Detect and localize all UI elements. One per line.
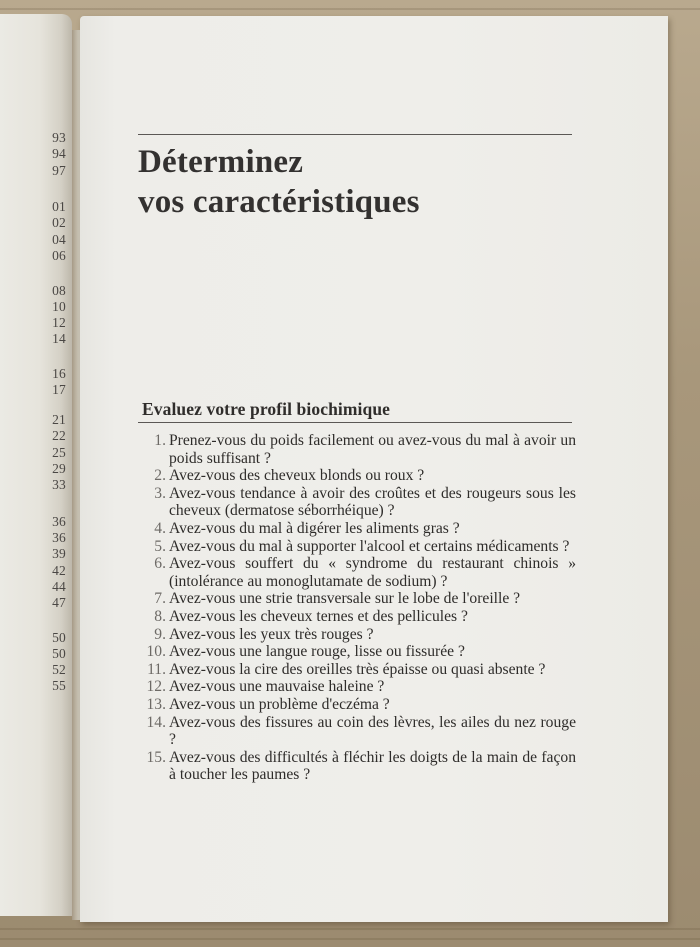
toc-page-number: 52	[52, 662, 66, 677]
question-text: Avez-vous du mal à supporter l'alcool et certains médicaments ?	[169, 537, 570, 555]
question-item	[142, 696, 576, 714]
toc-page-number: 01	[52, 199, 66, 214]
question-number: 13.	[146, 695, 166, 713]
question-number: 11.	[147, 660, 166, 678]
toc-page-number: 21	[52, 412, 66, 427]
previous-page	[0, 14, 72, 916]
question-text: Avez-vous une strie transversale sur le lobe de l'oreille ?	[169, 590, 521, 608]
question-number: 1.	[154, 432, 166, 449]
question-item	[142, 555, 576, 590]
question-text: Avez-vous tendance à avoir des croûtes et des rougeurs sous les cheveux (dermatose séborrhéique) ?	[169, 484, 576, 520]
toc-page-number: 08	[52, 283, 66, 298]
question-number: 5.	[154, 537, 166, 555]
toc-page-number: 33	[52, 477, 66, 492]
question-number: 7.	[154, 590, 166, 608]
toc-page-number: 94	[52, 146, 66, 161]
toc-page-number: 47	[52, 595, 66, 610]
question-text: Avez-vous les yeux très rouges ?	[169, 625, 374, 643]
section-rule	[138, 422, 572, 423]
question-number: 9.	[154, 625, 166, 643]
question-item	[142, 608, 576, 626]
question-text: Avez-vous souffert du « syndrome du restaurant chinois » (intolérance au monoglutamate de sodium) ?	[169, 555, 576, 590]
question-item	[142, 432, 576, 467]
chapter-rule	[138, 134, 572, 135]
book-page	[80, 16, 668, 922]
question-text: Avez-vous une mauvaise haleine ?	[169, 678, 385, 696]
question-number: 8.	[154, 607, 166, 625]
toc-page-number: 06	[52, 248, 66, 263]
question-number: 2.	[154, 467, 166, 485]
question-item	[142, 520, 576, 538]
question-item	[142, 643, 576, 661]
question-number: 3.	[154, 484, 166, 502]
question-item	[142, 678, 576, 696]
toc-page-number: 50	[52, 630, 66, 645]
question-item	[142, 714, 576, 749]
question-text: Avez-vous un problème d'eczéma ?	[169, 695, 390, 713]
toc-page-number: 97	[52, 163, 66, 178]
toc-page-number: 36	[52, 530, 66, 545]
question-number: 15.	[146, 748, 166, 766]
toc-page-number: 14	[52, 331, 66, 346]
chapter-title	[138, 142, 420, 222]
question-number: 10.	[146, 643, 166, 661]
question-number: 4.	[154, 519, 166, 537]
toc-page-number: 02	[52, 215, 66, 230]
toc-page-number: 16	[52, 366, 66, 381]
question-item	[142, 661, 576, 679]
question-item	[142, 467, 576, 485]
question-text: Avez-vous des difficultés à fléchir les doigts de la main de façon à toucher les paumes ?	[169, 748, 576, 784]
question-number: 14.	[146, 713, 166, 731]
question-item	[142, 590, 576, 608]
question-list	[142, 432, 576, 784]
question-item	[142, 626, 576, 644]
toc-page-number: 36	[52, 514, 66, 529]
chapter-title-line-1: Déterminez	[138, 144, 304, 180]
toc-page-number: 44	[52, 579, 66, 594]
toc-page-number: 39	[52, 546, 66, 561]
question-item	[142, 485, 576, 520]
question-text: Avez-vous les cheveux ternes et des pellicules ?	[169, 607, 468, 625]
toc-page-number: 12	[52, 315, 66, 330]
question-text: Avez-vous des cheveux blonds ou roux ?	[169, 467, 425, 485]
question-text: Avez-vous des fissures au coin des lèvres, les ailes du nez rouge ?	[169, 713, 576, 749]
question-number: 12.	[146, 678, 166, 696]
toc-page-number: 29	[52, 461, 66, 476]
question-number: 6.	[154, 555, 166, 573]
question-text: Prenez-vous du poids facilement ou avez-vous du mal à avoir un poids suffisant ?	[169, 432, 576, 467]
toc-page-number: 42	[52, 563, 66, 578]
toc-page-number: 50	[52, 646, 66, 661]
question-item	[142, 538, 576, 556]
question-item	[142, 749, 576, 784]
toc-page-number: 55	[52, 678, 66, 693]
toc-page-number: 22	[52, 428, 66, 443]
toc-page-number: 10	[52, 299, 66, 314]
question-text: Avez-vous la cire des oreilles très épaisse ou quasi absente ?	[169, 660, 546, 678]
toc-page-number: 17	[52, 382, 66, 397]
toc-page-number: 25	[52, 445, 66, 460]
question-text: Avez-vous une langue rouge, lisse ou fissurée ?	[169, 643, 465, 661]
toc-page-number: 04	[52, 232, 66, 247]
section-title: Evaluez votre profil biochimique	[142, 399, 391, 419]
chapter-title-line-2: vos caractéristiques	[138, 184, 420, 220]
toc-page-number: 93	[52, 130, 66, 145]
question-text: Avez-vous du mal à digérer les aliments gras ?	[169, 519, 460, 537]
